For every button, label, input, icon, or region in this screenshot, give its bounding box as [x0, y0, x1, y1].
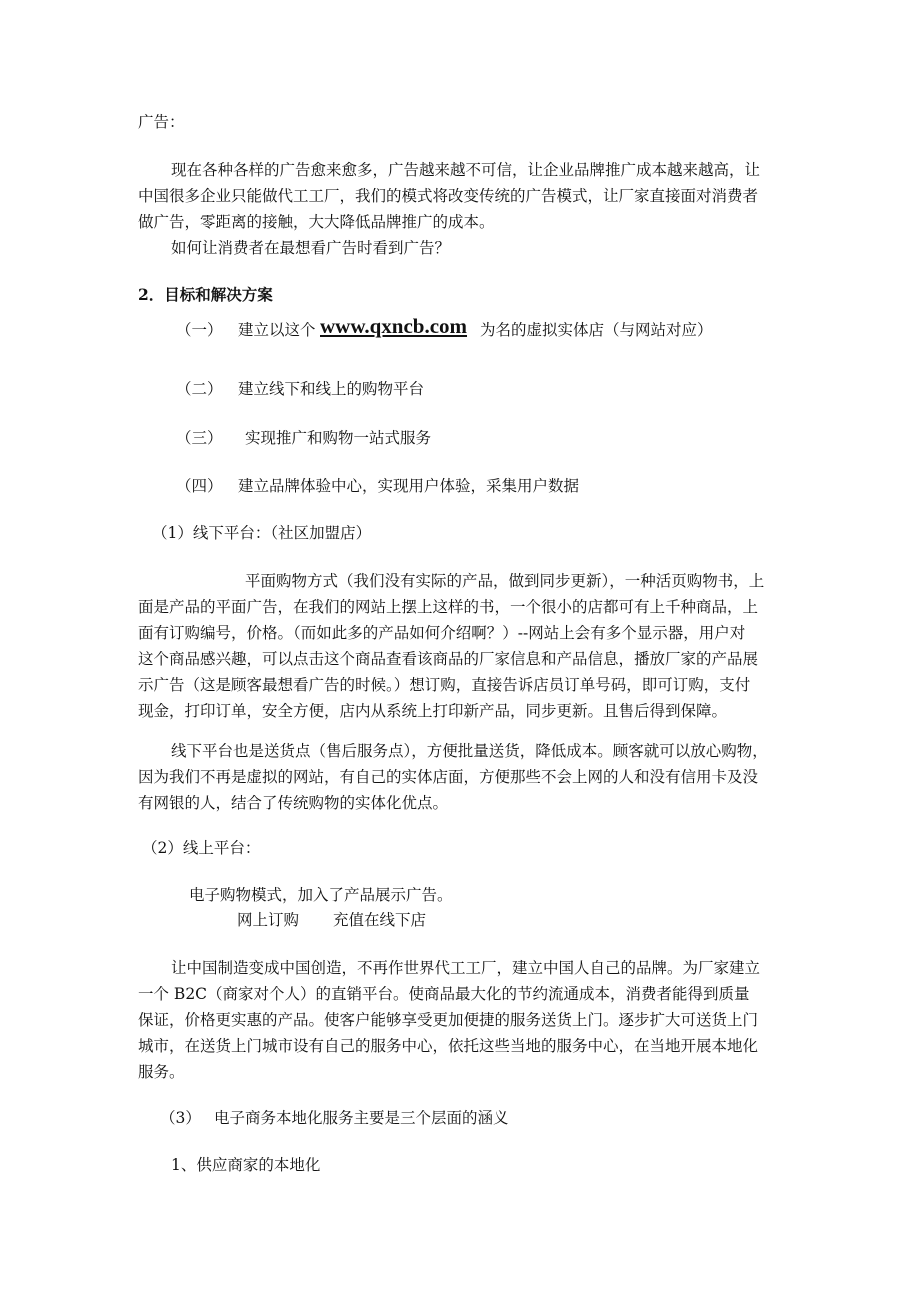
section-3-text: 电子商务本地化服务主要是三个层面的涵义: [214, 1109, 509, 1127]
goal-item-2-text: 建立线下和线上的购物平台: [238, 380, 425, 398]
intro-line-3: 做广告，零距离的接触，大大降低品牌推广的成本。: [138, 213, 495, 231]
offline-p2-line-2: 因为我们不再是虚拟的网站，有自己的实体店面，方便那些不会上网的人和没有信用卡及没: [138, 768, 759, 786]
online-p-line-4: 城市，在送货上门城市设有自己的服务中心，依托这些当地的服务中心，在当地开展本地化: [138, 1037, 759, 1055]
section-3-number: （3）: [160, 1109, 201, 1127]
goal-item-1-suffix: 为名的虚拟实体店（与网站对应）: [480, 321, 713, 339]
goal-item-2-number: （二）: [176, 380, 223, 398]
online-p-line-1: 让中国制造变成中国创造，不再作世界代工工厂，建立中国人自己的品牌。为厂家建立: [171, 959, 761, 977]
offline-p1-line-5: 示广告（这是顾客最想看广告的时候。）想订购，直接告诉店员订单号码，即可订购，支付: [138, 676, 751, 694]
goal-item-4-number: （四）: [176, 477, 223, 495]
offline-p1-line-6: 现金，打印订单，安全方便，店内从系统上打印新产品，同步更新。且售后得到保障。: [138, 702, 728, 720]
offline-p1-line-2: 面是产品的平面广告，在我们的网站上摆上这样的书，一个很小的店都可有上千种商品，上: [138, 598, 759, 616]
intro-question: 如何让消费者在最想看广告时看到广告？: [171, 239, 451, 257]
intro-line-1: 现在各种各样的广告愈来愈多，广告越来越不可信，让企业品牌推广成本越来越高，让: [171, 161, 761, 179]
goal-item-3-number: （三）: [176, 429, 223, 447]
website-url-link[interactable]: www.qxncb.com: [320, 314, 468, 338]
online-line-1: 电子购物模式，加入了产品展示广告。: [189, 886, 453, 904]
goal-item-1-number: （一）: [176, 321, 223, 339]
offline-platform-title: （1）线下平台：（社区加盟店）: [152, 524, 372, 542]
offline-p2-line-1: 线下平台也是送货点（售后服务点），方便批量送货，降低成本。顾客就可以放心购物，: [171, 742, 768, 760]
section-3-item-1: 1、供应商家的本地化: [171, 1156, 321, 1174]
online-line-2a: 网上订购: [237, 911, 300, 929]
offline-p1-line-3: 面有订购编号，价格。（而如此多的产品如何介绍啊？）--网站上会有多个显示器，用户对: [138, 624, 746, 642]
goal-item-3-text: 实现推广和购物一站式服务: [245, 429, 432, 447]
offline-p1-line-1: 平面购物方式（我们没有实际的产品，做到同步更新），一种活页购物书，上: [245, 572, 765, 590]
online-line-2b: 充值在线下店: [333, 911, 427, 929]
online-p-line-2: 一个 B2C（商家对个人）的直销平台。使商品最大化的节约流通成本，消费者能得到质量: [138, 985, 750, 1003]
online-platform-title: （2）线上平台：: [142, 839, 261, 857]
intro-line-2: 中国很多企业只能做代工工厂，我们的模式将改变传统的广告模式，让厂家直接面对消费者: [138, 187, 759, 205]
goal-item-1-prefix: 建立以这个: [238, 321, 316, 339]
offline-p2-line-3: 有网银的人，结合了传统购物的实体化优点。: [138, 794, 449, 812]
section-2-title: 2．目标和解决方案: [138, 285, 273, 304]
goal-item-4-text: 建立品牌体验中心，实现用户体验，采集用户数据: [238, 477, 580, 495]
ad-heading: 广告：: [138, 113, 185, 131]
offline-p1-line-4: 这个商品感兴趣，可以点击这个商品查看该商品的厂家信息和产品信息，播放厂家的产品展: [138, 650, 759, 668]
online-p-line-5: 服务。: [138, 1063, 185, 1081]
online-p-line-3: 保证，价格更实惠的产品。使客户能够享受更加便捷的服务送货上门。逐步扩大可送货上门: [138, 1011, 759, 1029]
